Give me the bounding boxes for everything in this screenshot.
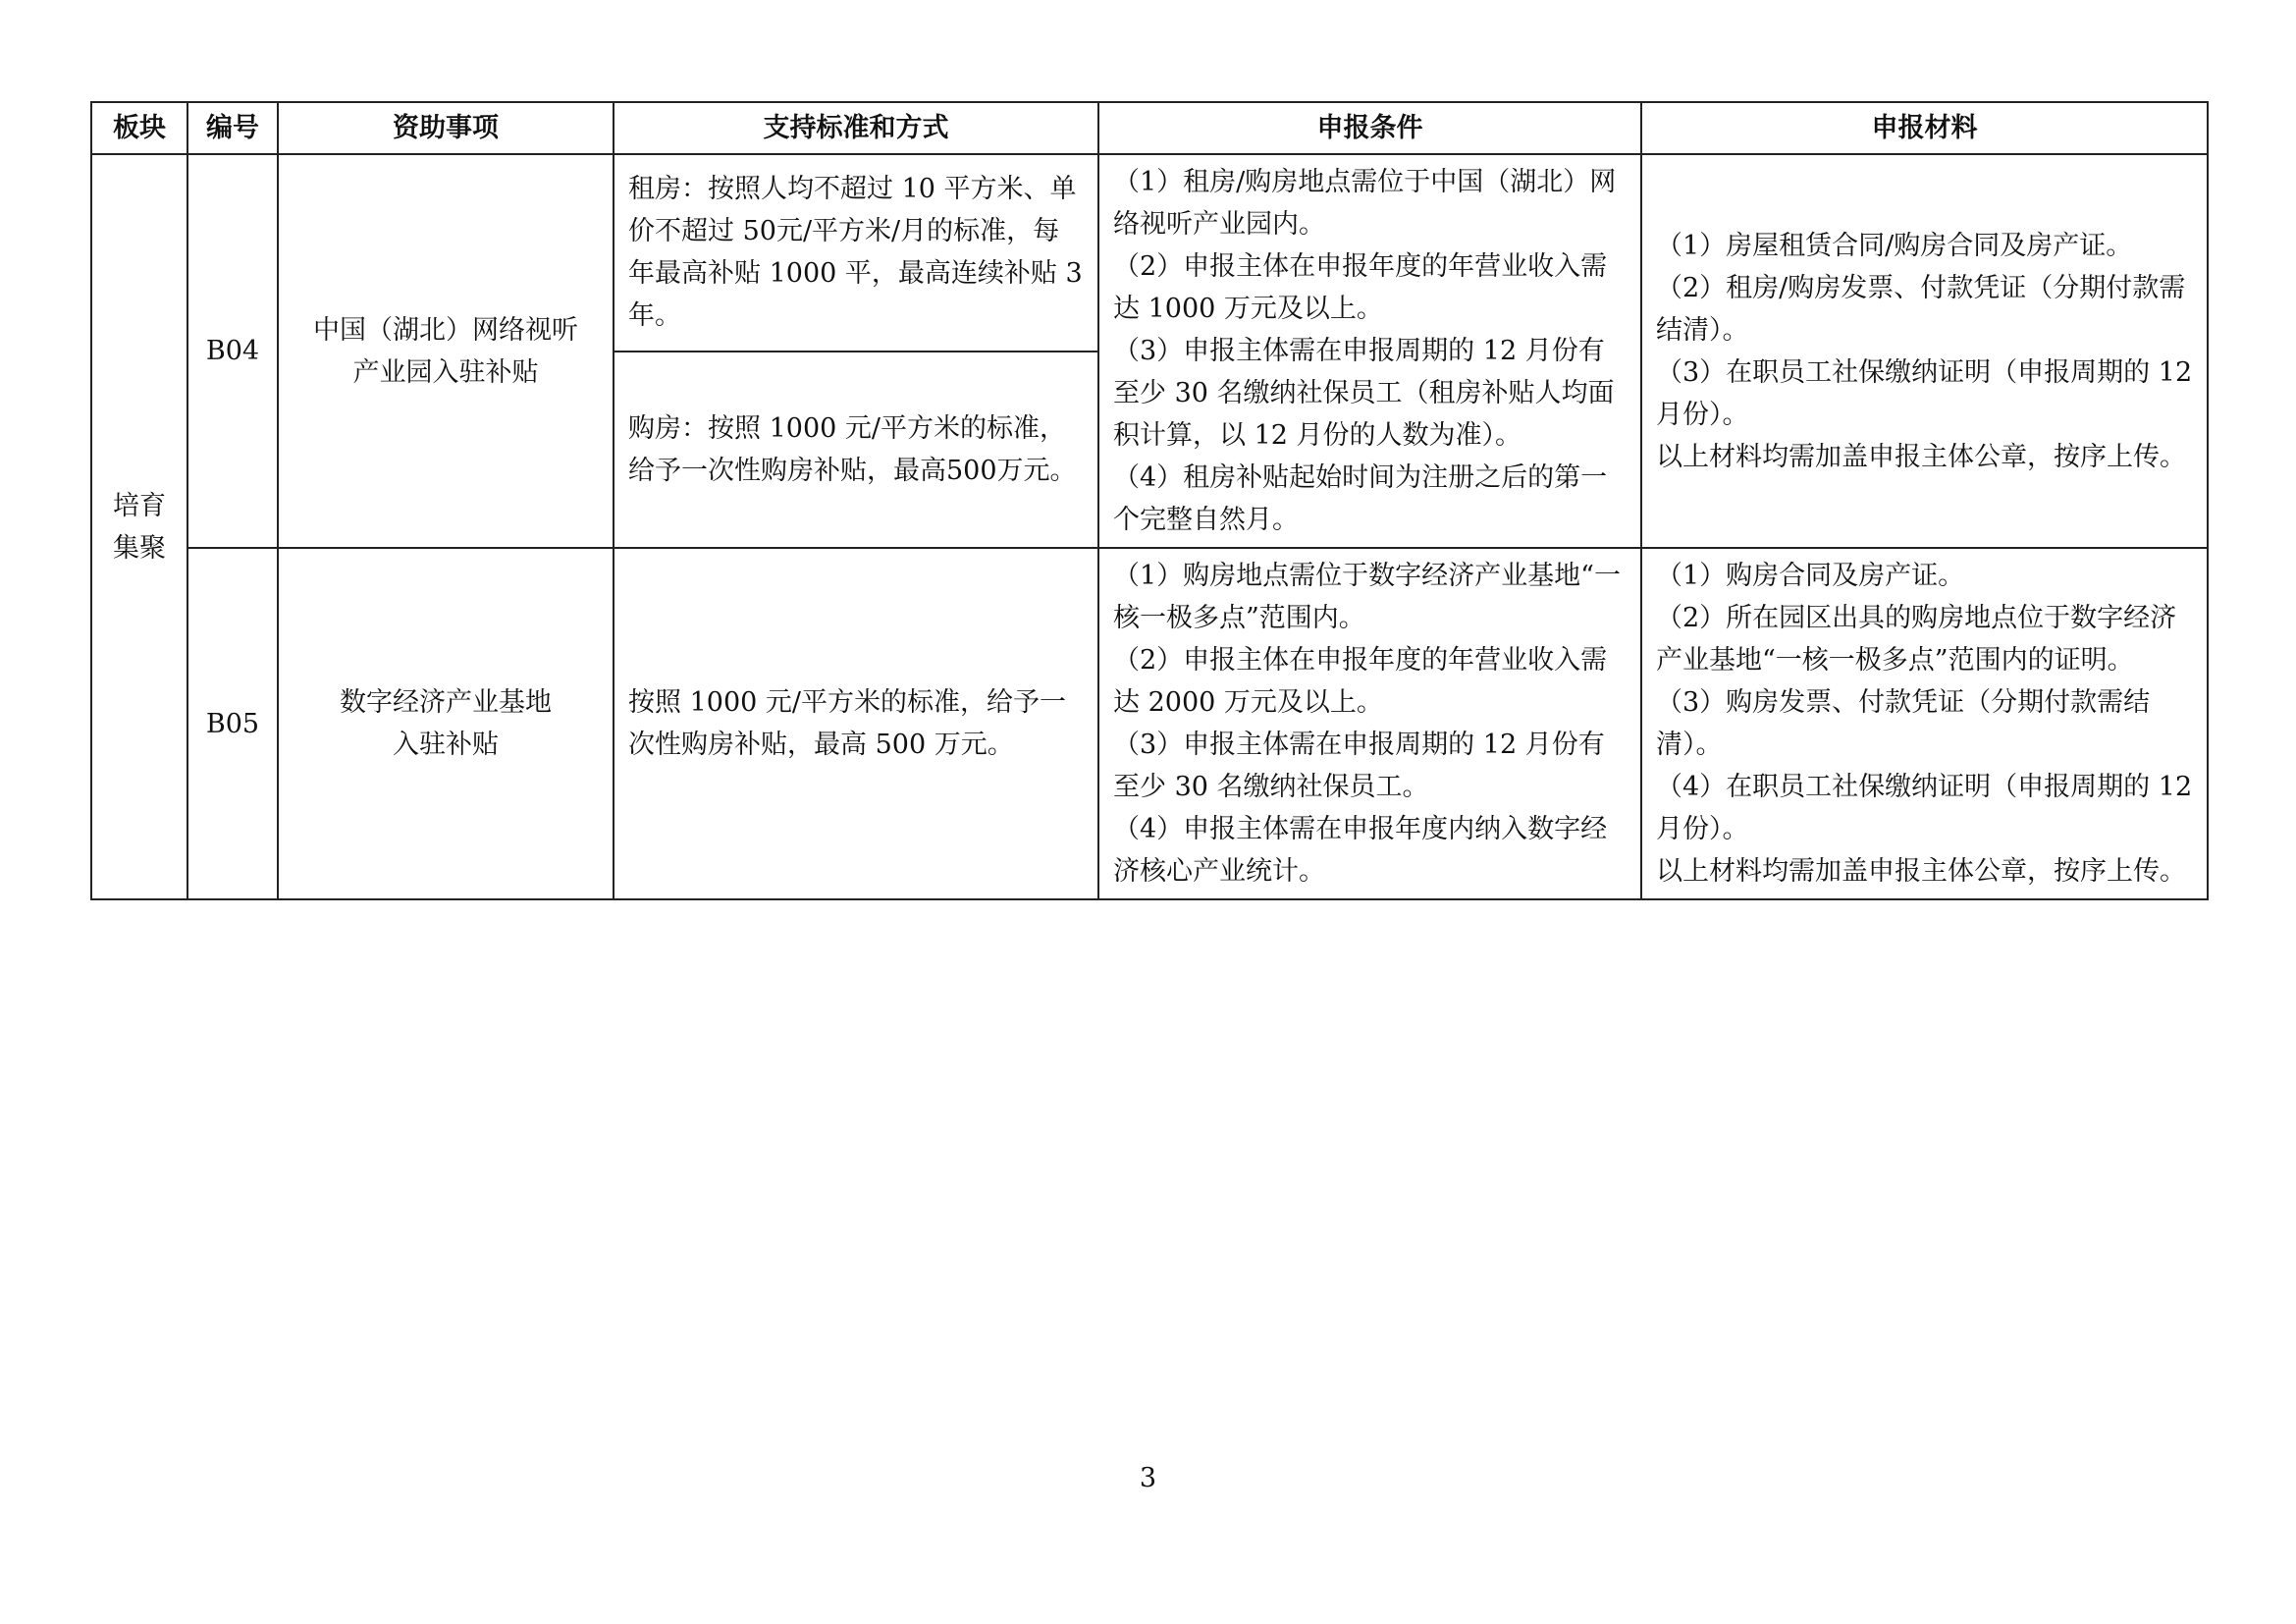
condition-item: （4）租房补贴起始时间为注册之后的第一个完整自然月。	[1113, 462, 1608, 535]
table-row	[91, 548, 2208, 899]
condition-item: （1）租房/购房地点需位于中国（湖北）网络视听产业园内。	[1113, 167, 1617, 240]
conditions-cell	[1098, 154, 1641, 548]
materials-cell	[1641, 548, 2208, 899]
material-item: （1）购房合同及房产证。	[1656, 561, 1965, 591]
materials-cell	[1641, 154, 2208, 548]
condition-item: （3）申报主体需在申报周期的 12 月份有至少 30 名缴纳社保员工。	[1113, 730, 1605, 802]
material-item: （3）购房发票、付款凭证（分期付款需结清）。	[1656, 687, 2151, 760]
material-item: （3）在职员工社保缴纳证明（申报周期的 12 月份）。	[1656, 356, 2193, 430]
condition-item: （2）申报主体在申报年度的年营业收入需达 1000 万元及以上。	[1113, 251, 1608, 324]
standard-cell	[614, 548, 1098, 899]
material-item: 以上材料均需加盖申报主体公章，按序上传。	[1656, 441, 2186, 472]
header-sector: 板块	[91, 102, 187, 154]
material-item: （4）在职员工社保缴纳证明（申报周期的 12 月份）。	[1656, 772, 2193, 844]
material-item: （2）租房/购房发票、付款凭证（分期付款需结清）。	[1656, 272, 2186, 346]
table-row	[91, 154, 2208, 352]
condition-item: （2）申报主体在申报年度的年营业收入需达 2000 万元及以上。	[1113, 645, 1608, 718]
header-standards: 支持标准和方式	[614, 102, 1098, 154]
subsidy-table	[90, 101, 2209, 900]
item-cell: 中国（湖北）网络视听 产业园入驻补贴	[278, 154, 614, 548]
page-number: 3	[1139, 1463, 1157, 1493]
header-item: 资助事项	[278, 102, 614, 154]
table-header-row	[91, 102, 2208, 154]
header-materials: 申报材料	[1641, 102, 2208, 154]
header-conditions: 申报条件	[1098, 102, 1641, 154]
standard-cell-rent	[614, 154, 1098, 352]
sector-cell: 培育 集聚	[91, 154, 187, 899]
material-item: （1）房屋租赁合同/购房合同及房产证。	[1656, 230, 2133, 261]
code-cell: B05	[187, 548, 278, 899]
standard-text: 按照 1000 元/平方米的标准，给予一次性购房补贴，最高 500 万元。	[628, 687, 1066, 760]
item-cell: 数字经济产业基地 入驻补贴	[278, 548, 614, 899]
standard-text: 购房：按照 1000 元/平方米的标准，给予一次性购房补贴，最高500万元。	[628, 412, 1077, 486]
material-item: （2）所在园区出具的购房地点位于数字经济产业基地“一核一极多点”范围内的证明。	[1656, 603, 2177, 676]
conditions-cell	[1098, 548, 1641, 899]
header-code: 编号	[187, 102, 278, 154]
code-cell: B04	[187, 154, 278, 548]
condition-item: （4）申报主体需在申报年度内纳入数字经济核心产业统计。	[1113, 814, 1608, 887]
standard-text: 租房：按照人均不超过 10 平方米、单价不超过 50元/平方米/月的标准，每年最高补贴 1000 平，最高连续补贴 3 年。	[628, 174, 1083, 332]
condition-item: （3）申报主体需在申报周期的 12 月份有至少 30 名缴纳社保员工（租房补贴人均面积计算，以 12 月份的人数为准）。	[1113, 336, 1615, 451]
condition-item: （1）购房地点需位于数字经济产业基地“一核一极多点”范围内。	[1113, 561, 1621, 633]
material-item: 以上材料均需加盖申报主体公章，按序上传。	[1656, 856, 2186, 887]
standard-cell-purchase	[614, 352, 1098, 549]
